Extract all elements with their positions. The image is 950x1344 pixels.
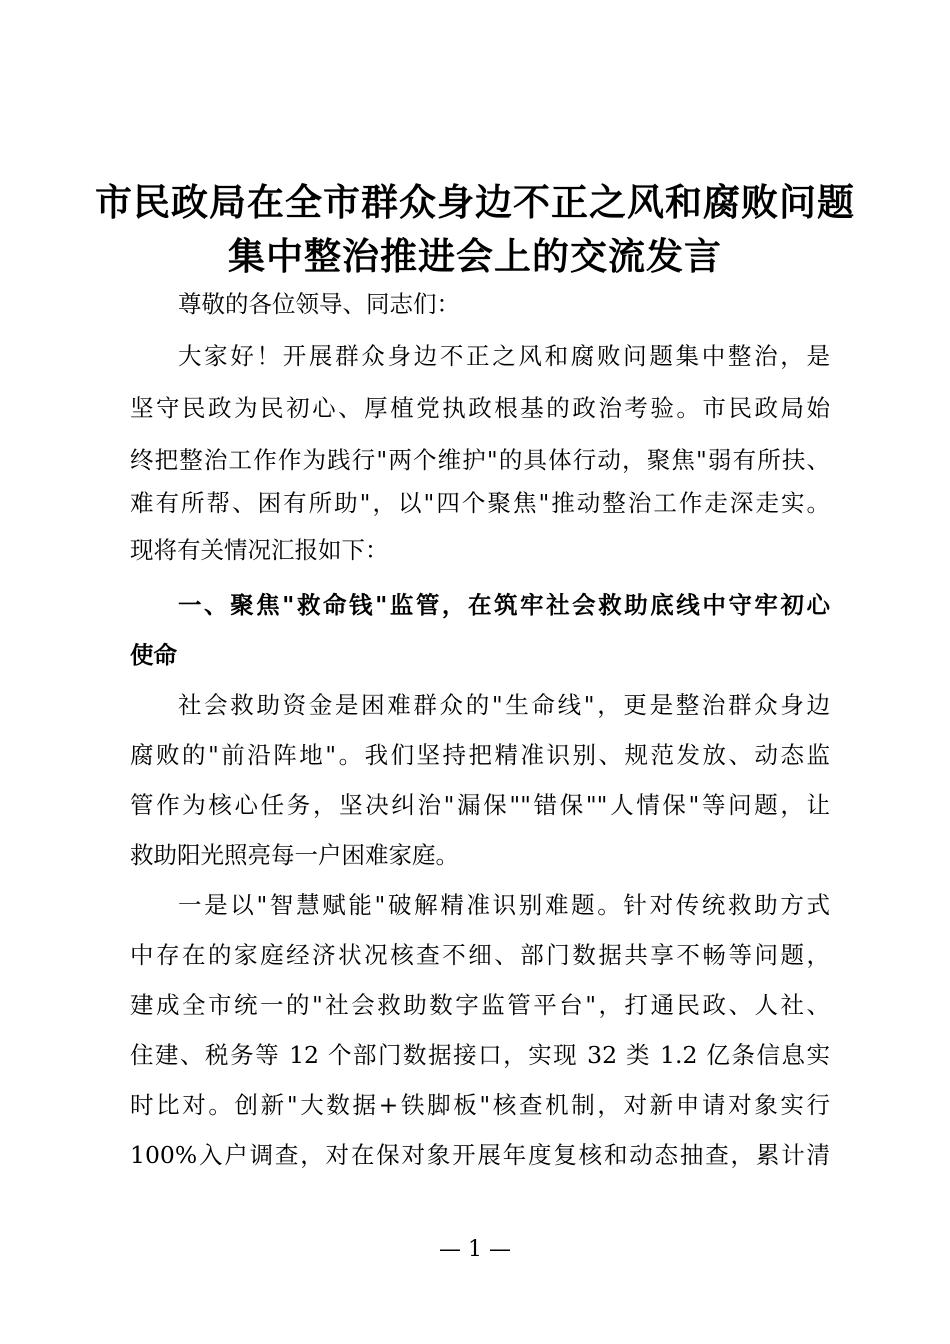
paragraph-line: 一是以"智慧赋能"破解精准识别难题。针对传统救助方式 (178, 891, 830, 919)
intro-line: 大家好！开展群众身边不正之风和腐败问题集中整治，是 (178, 342, 830, 370)
intro-line: 终把整治工作作为践行"两个维护"的具体行动，聚焦"弱有所扶、 (130, 446, 830, 474)
paragraph-line: 中存在的家庭经济状况核查不细、部门数据共享不畅等问题， (130, 941, 830, 969)
document-title-line-2: 集中整治推进会上的交流发言 (228, 234, 722, 278)
paragraph-line: 建成全市统一的"社会救助数字监管平台"，打通民政、人社、 (130, 991, 830, 1019)
intro-line: 现将有关情况汇报如下： (130, 536, 389, 564)
document-title-line-1: 市民政局在全市群众身边不正之风和腐败问题 (95, 180, 855, 224)
paragraph-line: 管作为核心任务，坚决纠治"漏保""错保""人情保"等问题，让 (130, 791, 830, 819)
paragraph-line: 时比对。创新"大数据+铁脚板"核查机制，对新申请对象实行 (130, 1091, 830, 1119)
paragraph-line: 社会救助资金是困难群众的"生命线"，更是整治群众身边 (178, 691, 830, 719)
intro-line: 坚守民政为民初心、厚植党执政根基的政治考验。市民政局始 (130, 394, 830, 422)
paragraph-line: 100%入户调查，对在保对象开展年度复核和动态抽查，累计清 (130, 1141, 830, 1169)
paragraph-line: 腐败的"前沿阵地"。我们坚持把精准识别、规范发放、动态监 (130, 741, 830, 769)
section-heading-line: 一、聚焦"救命钱"监管，在筑牢社会救助底线中守牢初心 (178, 591, 830, 619)
section-heading-line: 使命 (130, 641, 177, 669)
intro-line: 难有所帮、困有所助"，以"四个聚焦"推动整治工作走深走实。 (130, 489, 830, 517)
paragraph-line: 救助阳光照亮每一户困难家庭。 (130, 841, 459, 869)
salutation: 尊敬的各位领导、同志们： (178, 290, 460, 318)
paragraph-line: 住建、税务等 12 个部门数据接口，实现 32 类 1.2 亿条信息实 (130, 1041, 830, 1069)
page-number: — 1 — (439, 1237, 511, 1262)
